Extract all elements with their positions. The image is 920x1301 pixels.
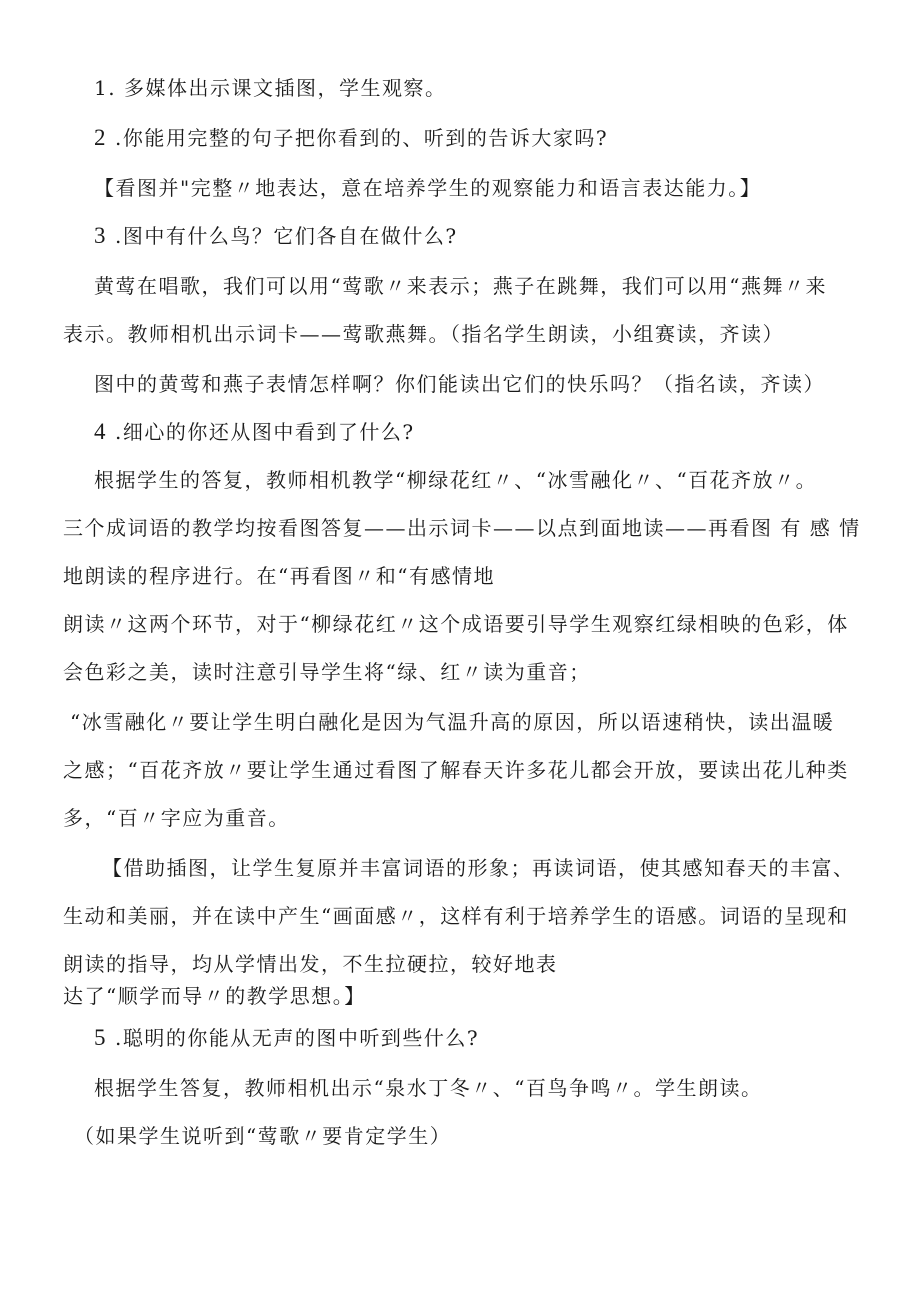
paragraph-line: 三个成词语的教学均按看图答复——出示词卡——以点到面地读——再看图 有 感 情	[63, 516, 861, 540]
item-4-text: .细心的你还从图中看到了什么?	[115, 420, 415, 444]
annotation-1: 【看图并"完整〃地表达，意在培养学生的观察能力和语言表达能力。】	[94, 176, 762, 200]
item-2-text: .你能用完整的句子把你看到的、听到的告诉大家吗?	[115, 126, 609, 150]
paragraph-line: “冰雪融化〃要让学生明白融化是因为气温升高的原因，所以语速稍快，读出温暖	[70, 710, 835, 734]
paragraph-line: 朗读〃这两个环节，对于“柳绿花红〃这个成语要引导学生观察红绿相映的色彩，体	[63, 612, 849, 636]
paragraph-line: 会色彩之美，读时注意引导学生将“绿、红〃读为重音；	[63, 660, 591, 684]
item-3-heading	[94, 222, 458, 250]
paragraph-line: 根据学生的答复，教师相机教学“柳绿花红〃、“冰雪融化〃、“百花齐放〃。	[94, 468, 818, 492]
item-number: 4	[94, 419, 107, 444]
paragraph-line: 之感；“百花齐放〃要让学生通过看图了解春天许多花儿都会开放，要读出花儿种类	[63, 758, 849, 782]
paragraph-line: （如果学生说听到“莺歌〃要肯定学生）	[74, 1124, 452, 1148]
item-2-heading	[94, 124, 608, 152]
paragraph-line: 多，“百〃字应为重音。	[63, 806, 290, 830]
item-number: 3	[94, 223, 107, 248]
item-number: 5	[94, 1025, 107, 1050]
item-5-heading	[94, 1024, 479, 1052]
item-1-text: 1. 多媒体出示课文插图，学生观察。	[94, 76, 447, 100]
paragraph-line: 地朗读的程序进行。在“再看图〃和“有感情地	[63, 564, 495, 588]
item-4-heading	[94, 418, 415, 446]
annotation-2-line: 朗读的指导，均从学情出发，不生拉硬拉，较好地表	[63, 952, 558, 976]
paragraph-line: 根据学生答复，教师相机出示“泉水丁冬〃、“百鸟争鸣〃。学生朗读。	[94, 1076, 763, 1100]
item-3-text: .图中有什么鸟？它们各自在做什么?	[115, 224, 458, 248]
item-5-text: .聪明的你能从无声的图中听到些什么?	[115, 1026, 480, 1050]
paragraph-line: 黄莺在唱歌，我们可以用“莺歌〃来表示；燕子在跳舞，我们可以用“燕舞〃来	[94, 274, 827, 298]
annotation-2-line: 【借助插图，让学生复原并丰富词语的形象；再读词语，使其感知春天的丰富、	[102, 856, 855, 880]
paragraph-line: 表示。教师相机出示词卡——莺歌燕舞。（指名学生朗读，小组赛读，齐读）	[63, 322, 784, 346]
annotation-2-line: 生动和美丽，并在读中产生“画面感〃，这样有利于培养学生的语感。词语的呈现和	[63, 904, 849, 928]
item-number: 2	[94, 125, 107, 150]
annotation-2-line: 达了“顺学而导〃的教学思想。】	[63, 984, 366, 1008]
paragraph-line: 图中的黄莺和燕子表情怎样啊？你们能读出它们的快乐吗？（指名读，齐读）	[94, 372, 825, 396]
